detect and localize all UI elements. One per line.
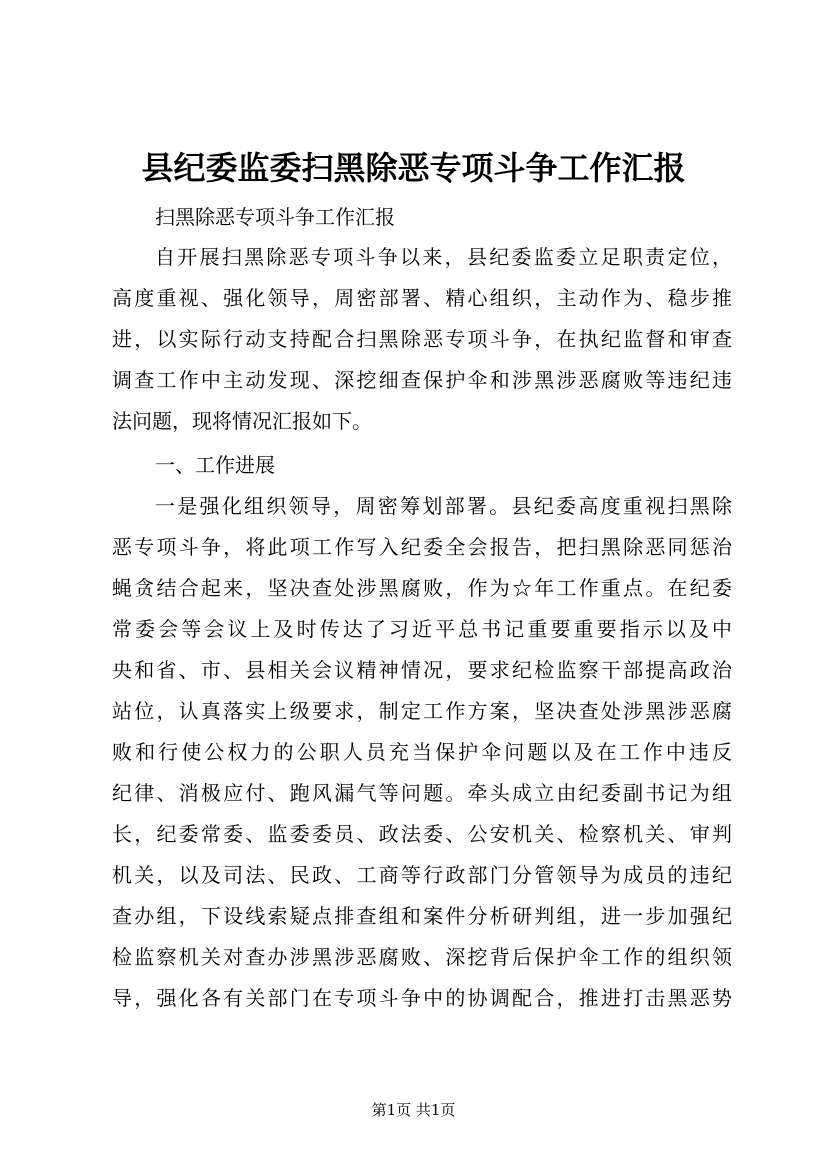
body-line: 恶专项斗争，将此项工作写入纪委全会报告，把扫黑除恶同惩治: [112, 535, 732, 559]
body-line: 自开展扫黑除恶专项斗争以来，县纪委监委立足职责定位，: [155, 245, 732, 269]
body-line: 检监察机关对查办涉黑涉恶腐败、深挖背后保护伞工作的组织领: [112, 945, 732, 969]
body-line: 长，纪委常委、监委委员、政法委、公安机关、检察机关、审判: [112, 822, 732, 846]
body-line: 一是强化组织领导，周密筹划部署。县纪委高度重视扫黑除: [155, 494, 732, 518]
body-line: 常委会等会议上及时传达了习近平总书记重要重要指示以及中: [112, 617, 732, 641]
body-line: 导，强化各有关部门在专项斗争中的协调配合，推进打击黑恶势: [112, 986, 732, 1010]
body-line: 央和省、市、县相关会议精神情况，要求纪检监察干部提高政治: [112, 658, 732, 682]
body-line: 蝇贪结合起来，坚决查处涉黑腐败，作为☆年工作重点。在纪委: [112, 576, 732, 600]
body-line: 败和行使公权力的公职人员充当保护伞问题以及在工作中违反: [112, 740, 732, 764]
section-heading: 一、工作进展: [155, 453, 275, 477]
body-line: 调查工作中主动发现、深挖细查保护伞和涉黑涉恶腐败等违纪违: [112, 368, 732, 392]
body-line: 纪律、消极应付、跑风漏气等问题。牵头成立由纪委副书记为组: [112, 781, 732, 805]
page-number-footer: 第1页 共1页: [371, 1101, 456, 1119]
body-line: 机关，以及司法、民政、工商等行政部门分管领导为成员的违纪: [112, 863, 732, 887]
subtitle-line: 扫黑除恶专项斗争工作汇报: [155, 205, 395, 229]
body-line: 查办组，下设线索疑点排查组和案件分析研判组，进一步加强纪: [112, 904, 732, 928]
body-line: 站位，认真落实上级要求，制定工作方案，坚决查处涉黑涉恶腐: [112, 699, 732, 723]
body-line: 法问题，现将情况汇报如下。: [112, 409, 372, 433]
document-title: 县纪委监委扫黑除恶专项斗争工作汇报: [141, 149, 686, 187]
body-line: 进，以实际行动支持配合扫黑除恶专项斗争，在执纪监督和审查: [112, 327, 732, 351]
body-line: 高度重视、强化领导，周密部署、精心组织，主动作为、稳步推: [112, 286, 732, 310]
